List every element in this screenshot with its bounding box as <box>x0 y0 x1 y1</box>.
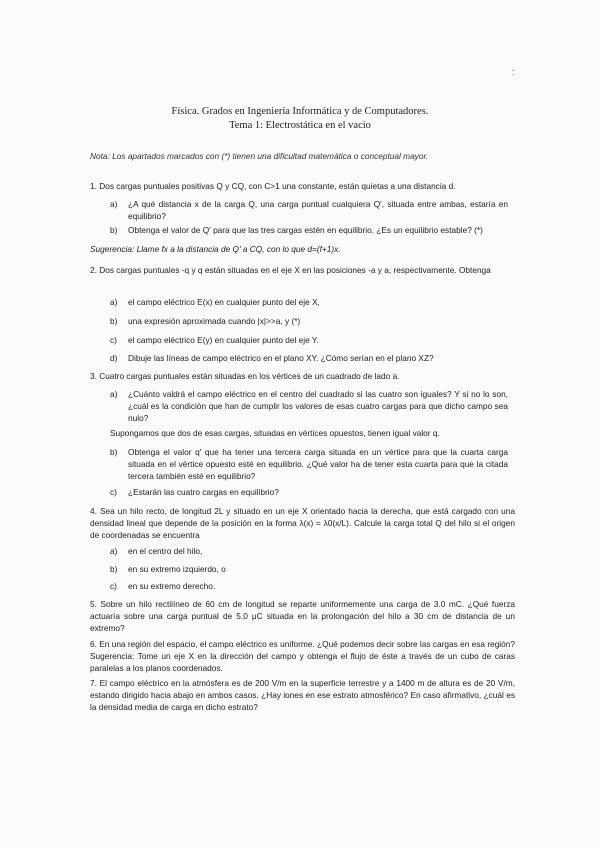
note: Nota: Los apartados marcados con (*) tienen una dificultad matemática o conceptual mayor. <box>90 151 429 161</box>
question-1-b-text: Obtenga el valor de Q' para que las tres cargas estén en equilibrio. ¿Es un equilibrio estable? (*) <box>128 225 483 235</box>
question-3-c-text: ¿Estarán las cuatro cargas en equilibrio? <box>128 487 279 497</box>
question-3-b <box>110 446 510 482</box>
question-3-a <box>110 388 510 424</box>
label-b: b) <box>110 564 118 574</box>
question-2-c <box>110 334 510 346</box>
question-2-c-text: el campo eléctrico E(y) en cualquier punto del eje Y. <box>128 335 319 345</box>
question-2-d <box>110 352 510 364</box>
question-4-b-text: en su extremo izquierdo, o <box>128 564 226 574</box>
question-3-mid: Supongamos que dos de esas cargas, situadas en vértices opuestos, tienen igual valor q. <box>110 428 440 438</box>
question-7: 7. El campo eléctrico en la atmósfera es de 200 V/m en la superficie terrestre y a 1400 m de altura es de 20 V/m, estando dirigido hacia abajo en ambos casos. ¿Hay iones en ese estrato atmosférico? En caso afirmativo, ¿cuál es la densidad media de carga en dicho estrato? <box>90 678 515 713</box>
question-3-a-text: ¿Cuánto valdrá el campo eléctrico en el centro del cuadrado si las cuatro son iguales? Y si no lo son, ¿cuál es la condición que han de cumplir los valores de esas cuatro cargas para que dicho campo sea nulo? <box>128 389 508 424</box>
label-a: a) <box>110 199 118 209</box>
question-2-b <box>110 315 510 327</box>
label-d: d) <box>110 353 118 363</box>
question-1-hint: Sugerencia: Llame fx a la distancia de Q' a CQ, con lo que d=(f+1)x. <box>90 244 341 254</box>
question-4-c-text: en su extremo derecho. <box>128 581 216 591</box>
question-4-a <box>110 545 510 557</box>
question-4-c <box>110 580 510 592</box>
question-6: 6. En una región del espacio, el campo eléctrico es uniforme. ¿Qué podemos decir sobre las cargas en esa región? Sugerencia: Tome un eje X en la dirección del campo y obtenga el flujo de éste a través de un cubo de caras paralelas a los planos coordenados. <box>90 639 515 674</box>
question-2-a <box>110 296 510 308</box>
label-b: b) <box>110 225 118 235</box>
label-a: a) <box>110 546 118 556</box>
header-line-1: Física. Grados en Ingeniería Informática y de Computadores. <box>171 106 429 117</box>
question-4: 4. Sea un hilo recto, de longitud 2L y situado en un eje X orientado hacia la derecha, que está cargado con una densidad lineal que depende de la posición en la forma λ(x) = λ0(x/L). Calcule la carga total Q del hilo si el origen de coordenadas se encuentra <box>90 506 515 541</box>
question-1-a <box>110 198 510 222</box>
label-c: c) <box>110 487 117 497</box>
question-3-c <box>110 486 510 498</box>
label-b: b) <box>110 316 118 326</box>
question-1-b <box>110 224 510 236</box>
question-1: 1. Dos cargas puntuales positivas Q y CQ, con C>1 una constante, están quietas a una distancia d. <box>90 181 456 191</box>
corner-mark: : <box>512 67 515 77</box>
question-4-b <box>110 563 510 575</box>
label-b: b) <box>110 447 118 457</box>
question-3: 3. Cuatro cargas puntuales están situadas en los vértices de un cuadrado de lado a. <box>90 371 400 381</box>
question-4-a-text: en el centro del hilo, <box>128 546 203 556</box>
question-1-a-text: ¿A qué distancia x de la carga Q, una carga puntual cualquiera Q', situada entre ambas, estaría en equilibrio? <box>128 199 508 222</box>
header-line-2: Tema 1: Electrostática en el vacío <box>229 120 371 131</box>
question-2-a-text: el campo eléctrico E(x) en cualquier punto del eje X, <box>128 297 320 307</box>
question-2-b-text: una expresión aproximada cuando |x|>>a, y (*) <box>128 316 301 326</box>
question-5: 5. Sobre un hilo rectilíneo de 60 cm de longitud se reparte uniformemente una carga de 3.0 mC. ¿Qué fuerza actuaría sobre una carga puntual de 5.0 μC situada en la prolongación del hilo a 30 cm de distancia de un extremo? <box>90 599 515 634</box>
label-c: c) <box>110 335 117 345</box>
question-3-b-text: Obtenga el valor q' que ha tener una tercera carga situada en un vértice para que la cuarta carga situada en el vértice opuesto esté en equilibrio. ¿Qué valor ha de tener esta cuarta para que la citada tercera también esté en equilibrio? <box>128 447 508 482</box>
question-2: 2. Dos cargas puntuales -q y q están situadas en el eje X en las posiciones -a y a, respectivamente. Obtenga <box>90 265 491 275</box>
label-a: a) <box>110 389 118 399</box>
label-c: c) <box>110 581 117 591</box>
question-2-d-text: Dibuje las líneas de campo eléctrico en el plano XY. ¿Cómo serían en el plano XZ? <box>128 353 434 363</box>
label-a: a) <box>110 297 118 307</box>
